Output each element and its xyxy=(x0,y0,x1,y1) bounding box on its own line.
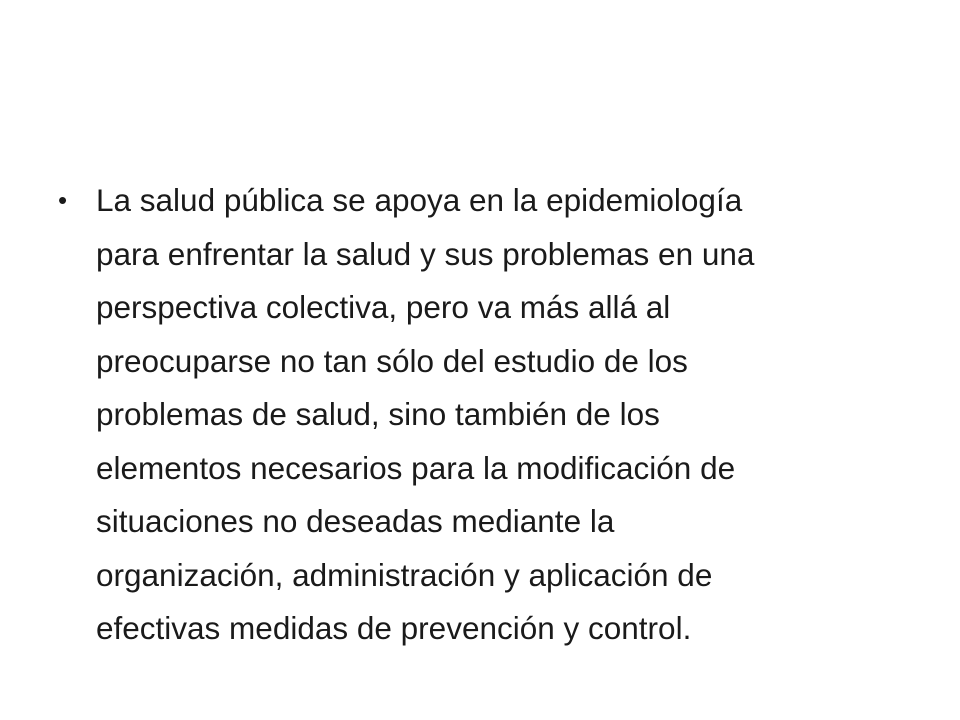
bullet-list xyxy=(56,174,916,656)
bullet-text-line: problemas de salud, sino también de los xyxy=(96,396,660,432)
bullet-item xyxy=(56,174,916,656)
slide-body xyxy=(56,174,916,656)
bullet-text-line: La salud pública se apoya en la epidemiología xyxy=(96,182,743,218)
bullet-text-line: elementos necesarios para la modificación de xyxy=(96,449,736,486)
bullet-text-line: perspectiva colectiva, pero va más allá al xyxy=(96,289,671,325)
bullet-text-line: preocuparse no tan sólo del estudio de los xyxy=(96,342,688,379)
bullet-text-line: organización, administración y aplicación de xyxy=(96,556,713,593)
bullet-dot-icon: • xyxy=(58,185,68,215)
bullet-text-line: situaciones no deseadas mediante la xyxy=(96,503,615,539)
bullet-text-line: efectivas medidas de prevención y control. xyxy=(96,610,692,646)
bullet-text-line: para enfrentar la salud y sus problemas en una xyxy=(96,235,755,272)
